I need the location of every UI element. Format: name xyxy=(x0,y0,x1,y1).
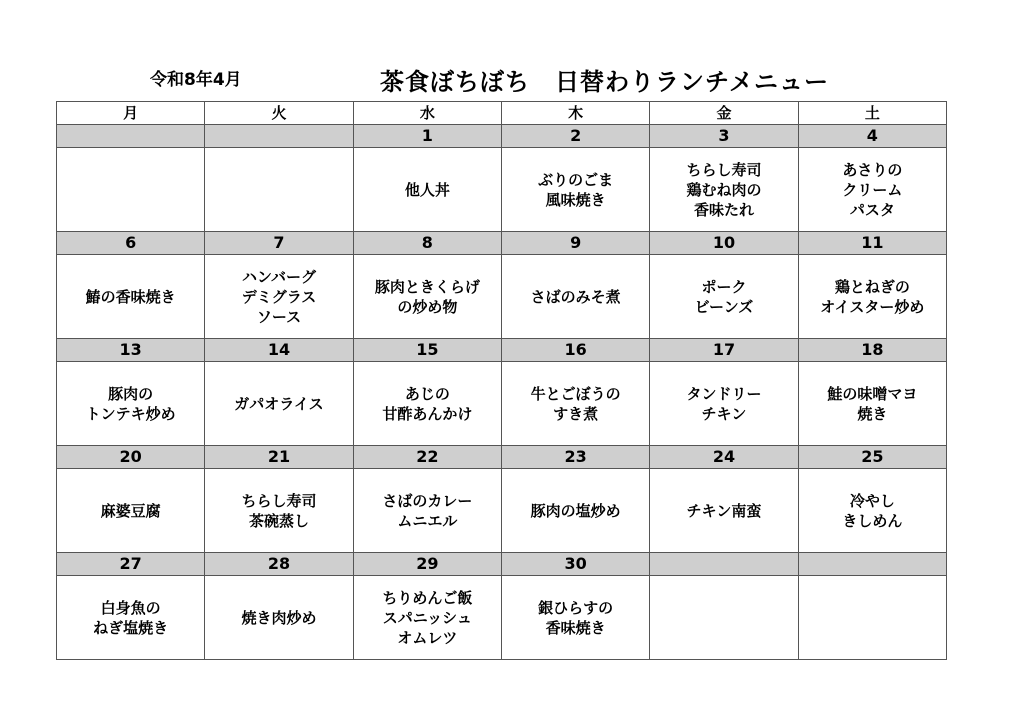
date-cell: 4 xyxy=(798,125,946,148)
menu-calendar-table xyxy=(56,101,947,660)
date-cell: 1 xyxy=(353,125,501,148)
page-title: 茶食ぼちぼち 日替わりランチメニュー xyxy=(380,68,830,96)
date-cell: 16 xyxy=(501,339,649,362)
date-cell xyxy=(650,553,798,576)
weekday-header-thu: 木 xyxy=(501,102,649,125)
weekday-header-fri: 金 xyxy=(650,102,798,125)
meal-cell: さばのみそ煮 xyxy=(501,255,649,339)
meal-cell: 白身魚の ねぎ塩焼き xyxy=(57,576,205,660)
meal-cell: あじの 甘酢あんかけ xyxy=(353,362,501,446)
meal-row xyxy=(57,362,947,446)
meal-cell: 銀ひらすの 香味焼き xyxy=(501,576,649,660)
meal-cell xyxy=(205,148,353,232)
date-cell xyxy=(205,125,353,148)
date-cell: 23 xyxy=(501,446,649,469)
meal-cell: 豚肉の塩炒め xyxy=(501,469,649,553)
date-cell: 3 xyxy=(650,125,798,148)
meal-cell xyxy=(57,148,205,232)
meal-cell: 麻婆豆腐 xyxy=(57,469,205,553)
weekday-header-tue: 火 xyxy=(205,102,353,125)
meal-cell: 豚肉ときくらげ の炒め物 xyxy=(353,255,501,339)
meal-row xyxy=(57,469,947,553)
date-cell: 15 xyxy=(353,339,501,362)
date-row xyxy=(57,446,947,469)
meal-cell: ちらし寿司 鶏むね肉の 香味たれ xyxy=(650,148,798,232)
weekday-header-wed: 水 xyxy=(353,102,501,125)
meal-cell: 焼き肉炒め xyxy=(205,576,353,660)
weekday-header-mon: 月 xyxy=(57,102,205,125)
meal-cell: 鶏とねぎの オイスター炒め xyxy=(798,255,946,339)
date-cell: 9 xyxy=(501,232,649,255)
meal-cell: ガパオライス xyxy=(205,362,353,446)
meal-row xyxy=(57,576,947,660)
meal-cell: 鰆の香味焼き xyxy=(57,255,205,339)
date-cell: 11 xyxy=(798,232,946,255)
meal-cell: ポーク ビーンズ xyxy=(650,255,798,339)
date-cell: 22 xyxy=(353,446,501,469)
weekday-header-sat: 土 xyxy=(798,102,946,125)
date-row xyxy=(57,232,947,255)
meal-cell: 冷やし きしめん xyxy=(798,469,946,553)
weekday-header-row xyxy=(57,102,947,125)
date-cell: 28 xyxy=(205,553,353,576)
date-row xyxy=(57,125,947,148)
date-cell: 14 xyxy=(205,339,353,362)
date-cell xyxy=(57,125,205,148)
meal-cell: 牛とごぼうの すき煮 xyxy=(501,362,649,446)
meal-cell xyxy=(798,576,946,660)
date-row xyxy=(57,553,947,576)
date-cell: 21 xyxy=(205,446,353,469)
date-cell: 27 xyxy=(57,553,205,576)
meal-cell: さばのカレー ムニエル xyxy=(353,469,501,553)
meal-cell: チキン南蛮 xyxy=(650,469,798,553)
meal-cell: 他人丼 xyxy=(353,148,501,232)
meal-cell: ちりめんご飯 スパニッシュ オムレツ xyxy=(353,576,501,660)
date-cell: 24 xyxy=(650,446,798,469)
meal-cell: ぶりのごま 風味焼き xyxy=(501,148,649,232)
date-cell: 6 xyxy=(57,232,205,255)
date-row xyxy=(57,339,947,362)
date-cell xyxy=(798,553,946,576)
meal-cell: 鮭の味噌マヨ 焼き xyxy=(798,362,946,446)
date-cell: 7 xyxy=(205,232,353,255)
meal-row xyxy=(57,148,947,232)
date-cell: 8 xyxy=(353,232,501,255)
date-cell: 10 xyxy=(650,232,798,255)
date-cell: 13 xyxy=(57,339,205,362)
meal-cell: ハンバーグ デミグラス ソース xyxy=(205,255,353,339)
date-cell: 29 xyxy=(353,553,501,576)
date-cell: 25 xyxy=(798,446,946,469)
meal-cell xyxy=(650,576,798,660)
date-cell: 2 xyxy=(501,125,649,148)
month-label: 令和8年4月 xyxy=(150,70,242,90)
date-cell: 18 xyxy=(798,339,946,362)
meal-cell: ちらし寿司 茶碗蒸し xyxy=(205,469,353,553)
date-cell: 20 xyxy=(57,446,205,469)
date-cell: 30 xyxy=(501,553,649,576)
meal-row xyxy=(57,255,947,339)
meal-cell: タンドリー チキン xyxy=(650,362,798,446)
meal-cell: 豚肉の トンテキ炒め xyxy=(57,362,205,446)
date-cell: 17 xyxy=(650,339,798,362)
meal-cell: あさりの クリーム パスタ xyxy=(798,148,946,232)
